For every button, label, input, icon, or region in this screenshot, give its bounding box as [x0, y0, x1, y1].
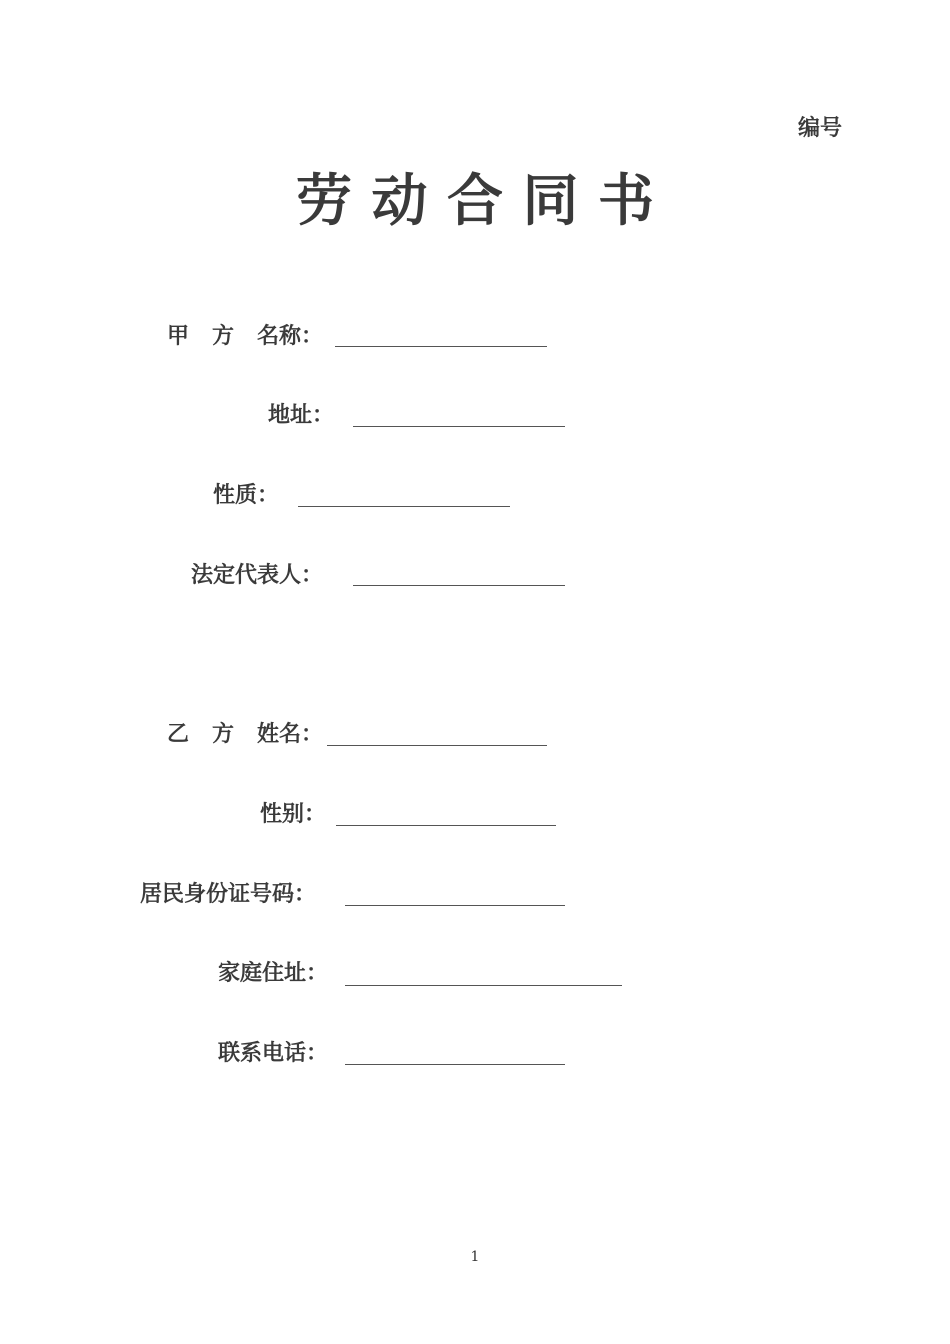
party-b-gender-label: 性别：: [260, 802, 327, 827]
party-b-phone-field[interactable]: [345, 1064, 565, 1065]
document-title: 劳 动 合 同 书: [296, 169, 654, 234]
document-number-label: 编号: [798, 116, 843, 141]
party-b-id-number-label: 居民身份证号码：: [140, 882, 317, 907]
party-b-name-field[interactable]: [327, 745, 547, 746]
party-b-id-number-field[interactable]: [345, 905, 565, 906]
party-b-phone-label: 联系电话：: [218, 1041, 329, 1066]
party-a-nature-field[interactable]: [298, 506, 510, 507]
party-a-address-field[interactable]: [353, 426, 565, 427]
party-a-nature-label: 性质：: [213, 483, 280, 508]
party-a-name-label: 甲 方 名称：: [167, 324, 323, 349]
party-b-home-address-field[interactable]: [345, 985, 622, 986]
party-b-name-label: 乙 方 姓名：: [167, 722, 323, 747]
party-a-name-field[interactable]: [335, 346, 547, 347]
page-number: 1: [470, 1249, 480, 1265]
party-b-gender-field[interactable]: [336, 825, 556, 826]
party-a-legal-rep-label: 法定代表人：: [191, 563, 324, 588]
party-b-home-address-label: 家庭住址：: [218, 961, 329, 986]
party-a-address-label: 地址：: [268, 403, 335, 428]
party-a-legal-rep-field[interactable]: [353, 585, 565, 586]
